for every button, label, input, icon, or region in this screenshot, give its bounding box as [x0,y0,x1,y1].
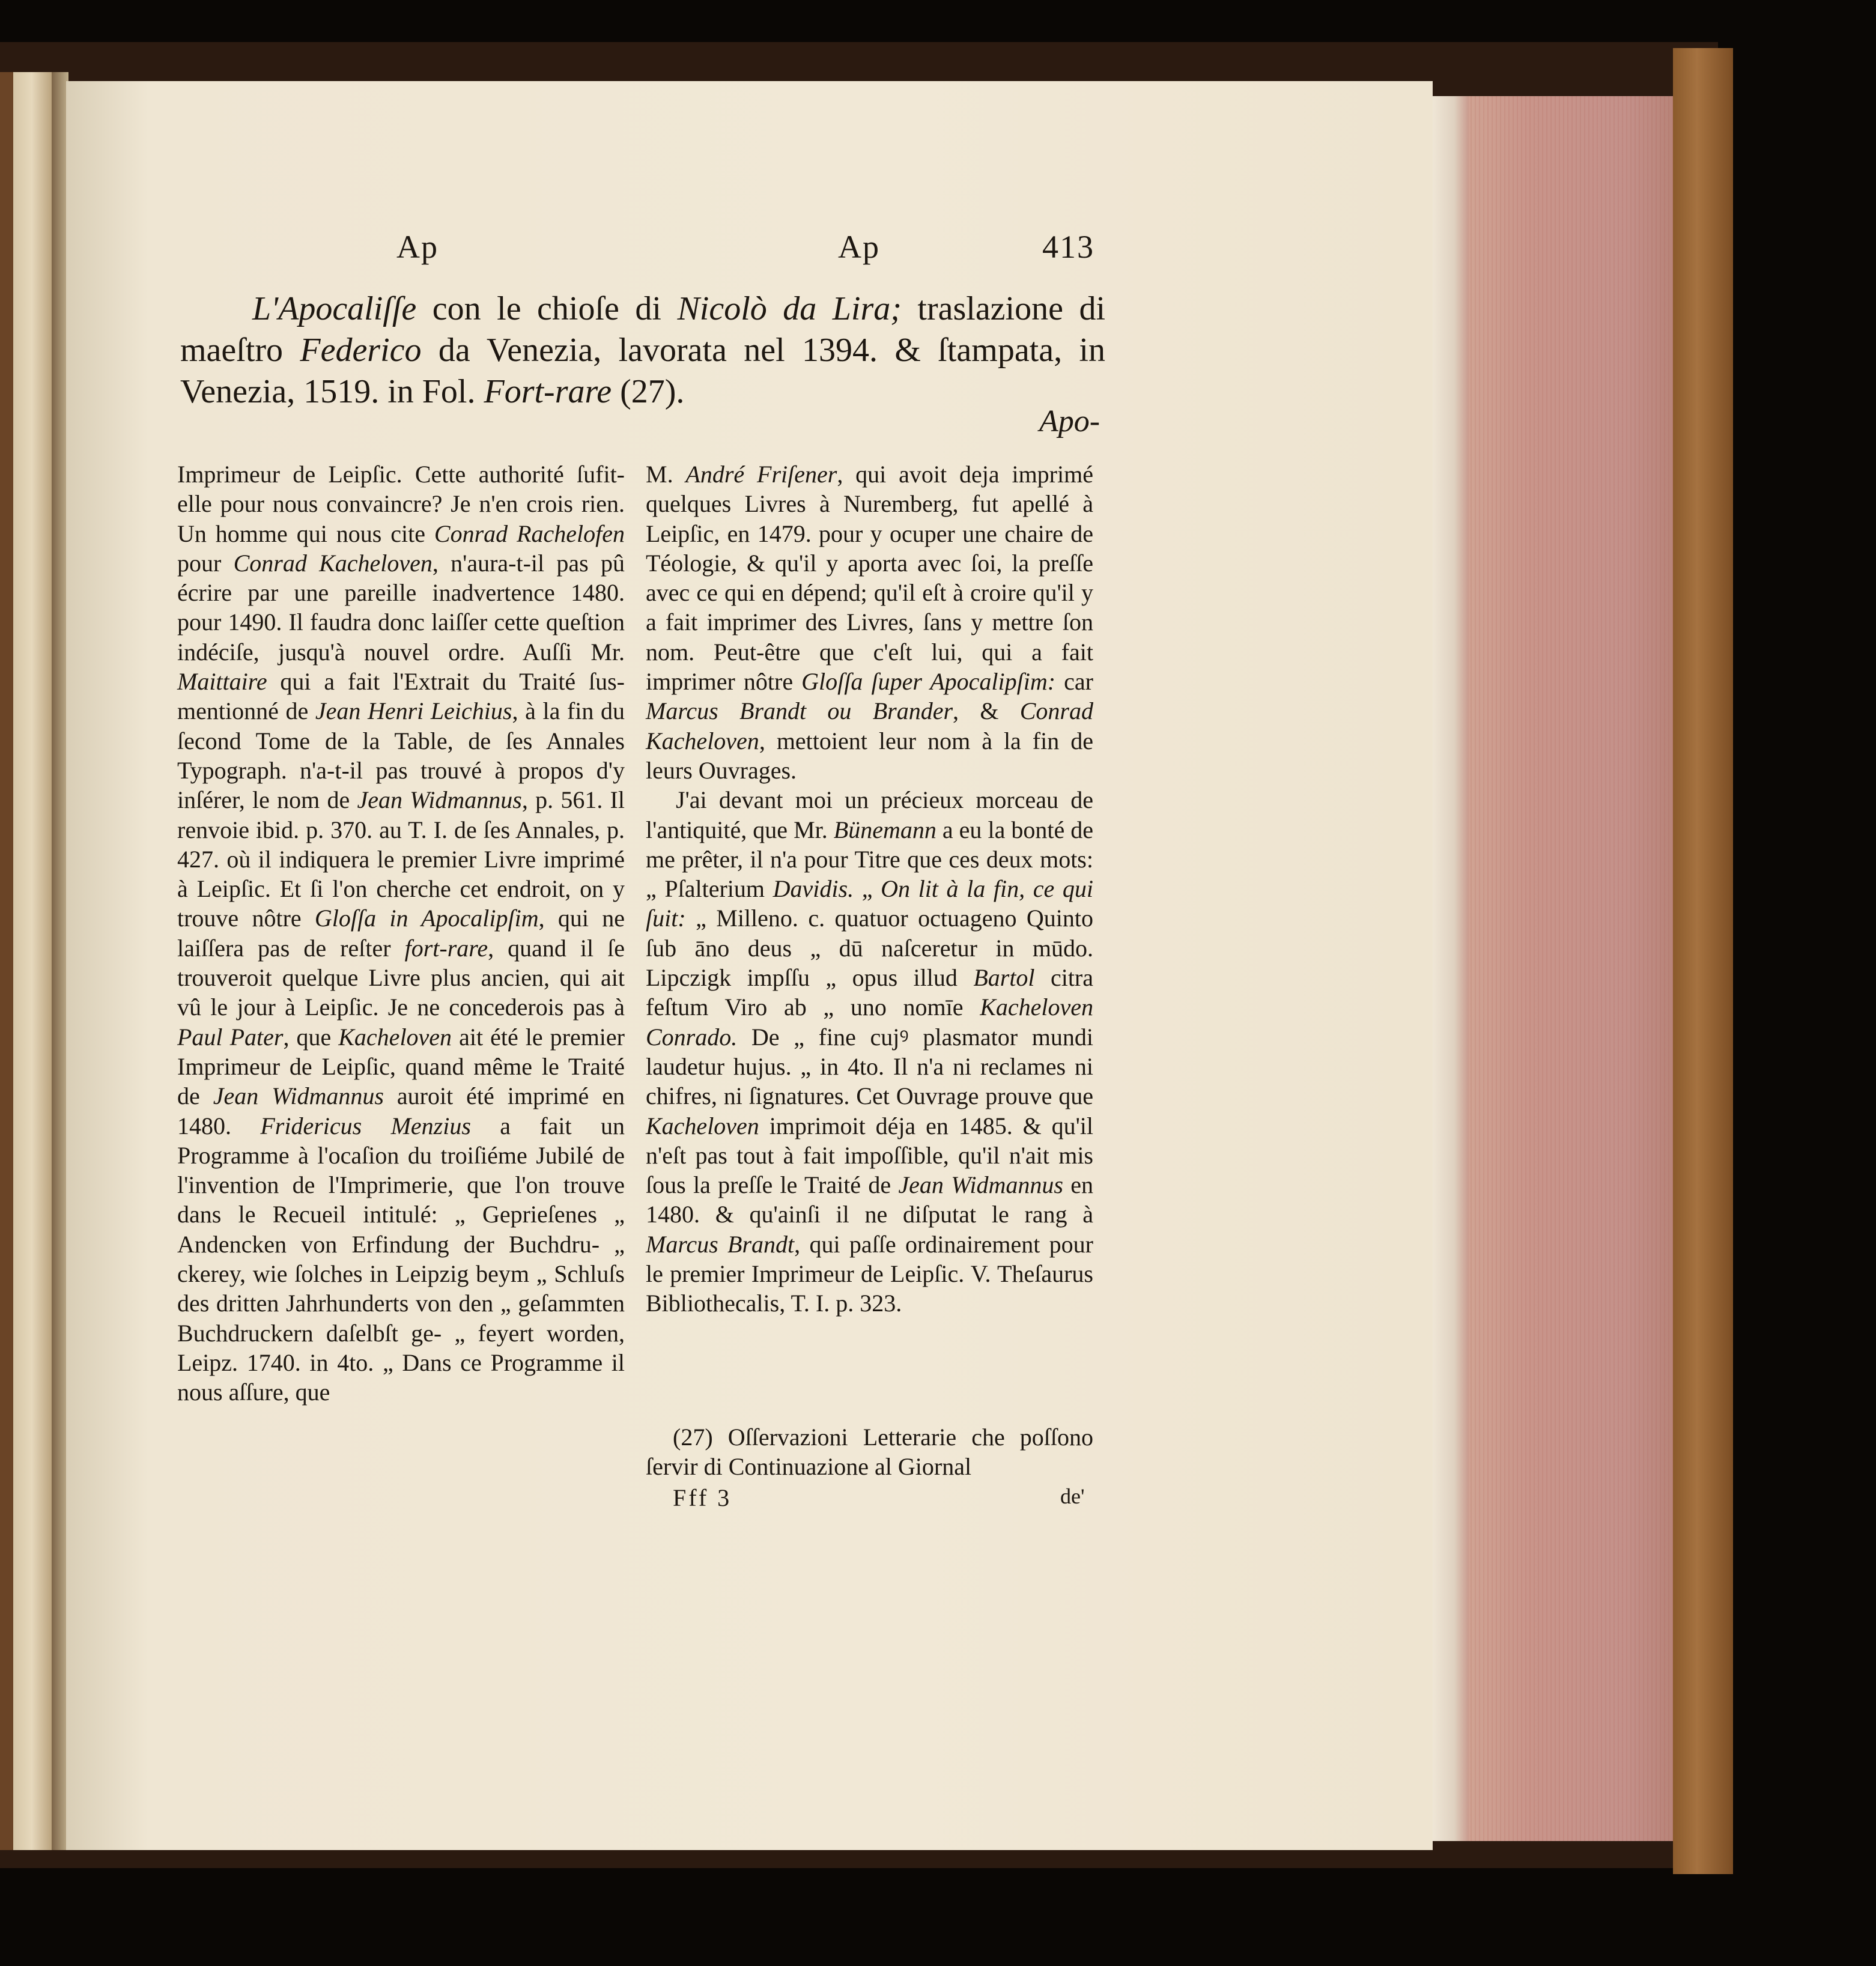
right-column-paragraph-2 [646,785,1093,1318]
running-head-center: Ap [838,229,880,265]
italic-run: Conrad Kacheloven [646,697,1093,754]
text-run: citra feſtum Viro ab „ uno nomīe [646,964,1094,1021]
entry-text: con le chioſe di [416,290,678,327]
left-cover [0,72,13,1850]
page-number: 413 [1042,229,1094,265]
text-run: , que [283,1023,339,1051]
text-run: De „ fine cujꝰ plasmator mundi laudetur hujus. „ in 4to. Il n'a ni reclames ni chifres, ni ſignatures. Cet Ouvrage prouve que [646,1023,1093,1110]
text-run: pour [177,549,234,577]
italic-run: Jean Widmannus [213,1082,384,1110]
italic-run: Marcus Brandt ou Brander [646,697,953,725]
italic-run: Kacheloven [338,1023,452,1051]
left-column-paragraph [177,460,625,1407]
italic-run: Davidis. [773,875,854,903]
text-run: , qui ne laiſſera pas de reſter [177,905,625,962]
text-run: qui a fait l'Extrait du Traité ſus-mentionné de [177,668,625,725]
entry-italic: Nicolò da Lira; [677,290,902,327]
right-cover [1673,48,1733,1874]
bibliographic-entry [180,288,1105,413]
italic-run: Marcus Brandt [646,1230,795,1258]
italic-run: fort-rare [404,934,488,962]
text-run: , & [953,697,1020,725]
entry-italic: L'Apocaliſſe [252,290,417,327]
entry-italic: Federico [300,332,422,369]
text-run: , p. 561. Il renvoie ibid. p. 370. au T. I. de ſes Annales, p. 427. où il indiquera le premier Livre imprimé à Leipſic. Et ſi l'on cherche cet endroit, on y trouve nôtre [177,786,625,932]
italic-run: Kacheloven Conrado. [646,994,1093,1051]
text-run: , mettoient leur nom à la fin de leurs Ouvrages. [646,727,1093,784]
italic-run: Fridericus Menzius [260,1112,471,1139]
catchword-top: Apo- [1039,404,1100,438]
entry-text: (27). [612,373,685,410]
italic-run: Paul Pater [177,1023,284,1051]
italic-run: Gloſſa in Apocalipſim [314,905,539,932]
signature-mark: Fff 3 [673,1484,732,1511]
page-edges-stack [1433,96,1673,1841]
text-run: imprimoit déja en 1485. & qu'il n'eſt pas tout à fait impoſſible, qu'il n'ait mis ſous la preſſe le Traité de [646,1112,1093,1199]
catchword-bottom: de' [1060,1484,1085,1508]
italic-run: Gloſſa ſuper Apocalipſim: [801,668,1056,696]
text-run: a eu la bonté de me prêter, il n'a pour Titre que ces deux mots: „ Pſalterium [646,816,1093,903]
text-run: , quand il ſe trouveroit quelque Livre plus ancien, qui ait vû le jour à Leipſic. Je ne concederois pas à [177,934,625,1021]
text-run: , qui paſſe ordinairement pour le premier Imprimeur de Leipſic. V. Theſaurus Bibliothecalis, T. I. p. 323. [646,1230,1093,1317]
text-run: en 1480. & qu'ainſi il ne diſputat le rang à [646,1171,1093,1228]
text-run: „ Milleno. c. quatuor octuageno Quinto ſub āno deus „ dū naſceretur in mūdo. Lipczigk impſſu „ opus illud [646,905,1093,992]
footnote-27: (27) Oſſervazioni Letterarie che poſſono ſervir di Continuazione al Giornal [646,1424,1093,1480]
text-run: car [1055,668,1093,696]
text-run: „ [854,875,881,903]
text-run: ait été le premier Imprimeur de Leipſic, quand même le Traité de [177,1023,625,1110]
italic-run: Bartol [973,964,1035,992]
text-run: M. [646,461,686,488]
text-run: , qui avoit deja imprimé quelques Livres à Nuremberg, fut apellé à Leipſic, en 1479. pour y ocuper une chaire de Téologie, & qu'il y aporta avec ſoi, la preſſe avec ce qui en dépend; qu'il eſt à croire qu'il y a fait imprimer des Livres, ſans y mettre ſon nom. Peut-être que c'eſt lui, qui a fait imprimer nôtre [646,461,1093,696]
text-run: a fait un Programme à l'ocaſion du troiſiéme Jubilé de l'invention de l'Imprimerie, que l'on trouve dans le Recueil intitulé: „ Geprieſenes „ Andencken von Erfindung der Buchdru- „ ckerey, wie ſolches in Leipzig beym „ Schluſs des dritten Jahrhunderts von den „ geſammten Buchdruckern daſelbſt ge- „ feyert worden, Leipz. 1740. in 4to. „ Dans ce Programme il nous aſſure, que [177,1112,625,1406]
text-run: , n'aura-t-il pas pû écrire par une pareille inadvertence 1480. pour 1490. Il faudra donc laiſſer cette queſtion indéciſe, jusqu'à nouvel ordre. Auſſi Mr. [177,549,625,666]
italic-run: Jean Widmannus [357,786,522,814]
italic-run: Jean Henri Leichius [315,697,512,725]
italic-run: Bünemann [833,816,936,843]
text-run: , à la fin du ſecond Tome de la Table, de ſes Annales Typograph. n'a-t-il pas trouvé à propos d'y inſérer, le nom de [177,697,625,814]
entry-italic: Fort-rare [484,373,612,410]
right-column [646,460,1093,1318]
italic-run: André Friſener [685,461,837,488]
text-run: J'ai devant moi un précieux morceau de l'antiquité, que Mr. [646,786,1093,843]
right-column-paragraph-1 [646,460,1093,785]
italic-run: On lit à la fin, ce qui ſuit: [646,875,1093,932]
italic-run: Conrad Kacheloven [233,549,433,577]
italic-run: Maittaire [177,668,267,696]
text-run: Imprimeur de Leipſic. Cette authorité ſufit-elle pour nous convaincre? Je n'en crois rien. Un homme qui nous cite [177,461,625,547]
italic-run: Kacheloven [646,1112,759,1139]
left-column [177,460,625,1407]
entry-text: da Venezia, lavorata nel 1394. & ſtampata, in Venezia, 1519. in Fol. [180,332,1105,410]
running-head-left: Ap [396,229,439,265]
italic-run: Jean Widmannus [898,1171,1063,1199]
italic-run: Conrad Rachelofen [434,520,625,547]
text-run: auroit été imprimé en 1480. [177,1082,625,1139]
entry-text: traslazione di maeſtro [180,290,1106,369]
page-edge-light [1433,96,1469,1841]
